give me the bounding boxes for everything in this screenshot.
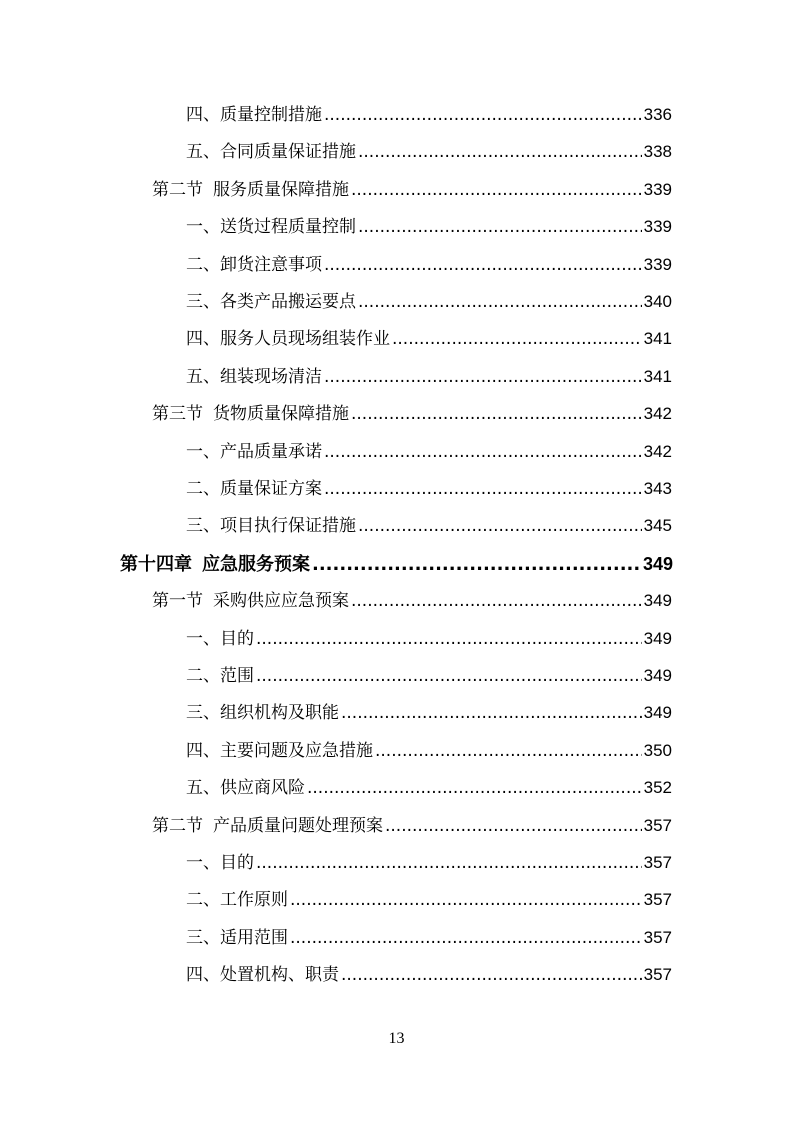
toc-entry-label <box>152 399 349 429</box>
toc-entry-page: 340 <box>643 292 672 311</box>
toc-entry-number: 一、 <box>186 441 220 462</box>
toc-leader-dots <box>392 324 642 354</box>
toc-leader-dots <box>341 960 642 990</box>
toc-entry-title: 目的 <box>220 628 254 649</box>
toc-entry-number: 一、 <box>186 217 220 238</box>
toc-entry-title: 送货过程质量控制 <box>220 217 356 238</box>
toc-entry-page: 343 <box>643 479 672 498</box>
toc-entry-page: 342 <box>643 441 672 461</box>
toc-entry[interactable] <box>186 437 672 467</box>
toc-entry-title: 卸货注意事项 <box>220 254 322 275</box>
toc-leader-dots <box>351 399 642 429</box>
toc-entry-label <box>186 698 339 728</box>
toc-entry-page: 339 <box>643 254 672 274</box>
toc-leader-dots <box>312 550 641 580</box>
toc-entry-title: 处置机构、职责 <box>220 965 339 986</box>
toc-entry-title: 质量控制措施 <box>220 105 322 125</box>
toc-leader-dots <box>341 698 642 728</box>
page-number: 13 <box>388 1030 405 1047</box>
toc-leader-dots <box>358 511 642 541</box>
toc-entry-page: 349 <box>643 703 672 723</box>
toc-leader-dots <box>324 100 642 130</box>
toc-entry-page: 349 <box>643 628 672 648</box>
toc-leader-dots <box>256 848 642 878</box>
toc-entry-number: 三、 <box>186 516 220 537</box>
toc-entry-label <box>186 923 288 953</box>
toc-entry[interactable] <box>186 923 672 953</box>
toc-leader-dots <box>358 212 642 242</box>
toc-entry-label <box>152 586 349 616</box>
toc-entry-number: 四、 <box>186 965 220 986</box>
toc-entry-label <box>186 287 356 317</box>
toc-entry-title: 服务人员现场组装作业 <box>220 329 390 350</box>
toc-leader-dots <box>290 923 642 953</box>
toc-leader-dots <box>385 811 642 841</box>
toc-entry-number: 一、 <box>186 628 220 649</box>
toc-entry-title: 应急服务预案 <box>202 553 310 575</box>
toc-entry-label <box>186 137 356 167</box>
toc-entry[interactable] <box>186 212 672 242</box>
toc-leader-dots <box>351 175 642 205</box>
toc-entry-label <box>152 811 383 841</box>
toc-entry-number: 四、 <box>186 740 220 761</box>
toc-entry[interactable] <box>186 698 672 728</box>
toc-leader-dots <box>358 137 642 167</box>
toc-leader-dots <box>324 474 642 504</box>
toc-entry-page: 349 <box>642 553 673 574</box>
toc-leader-dots <box>324 437 642 467</box>
toc-entry-title: 主要问题及应急措施 <box>220 740 373 761</box>
toc-entry[interactable] <box>186 960 672 990</box>
toc-entry-label <box>186 773 305 803</box>
toc-entry-number: 五、 <box>186 142 220 163</box>
toc-entry-title: 项目执行保证措施 <box>220 516 356 537</box>
toc-entry-page: 357 <box>643 815 672 835</box>
toc-entry[interactable] <box>186 287 672 317</box>
toc-entry-number: 四、 <box>186 329 220 350</box>
toc-leader-dots <box>351 586 642 616</box>
toc-entry-number: 一、 <box>186 853 220 873</box>
toc-entry-label <box>186 960 339 990</box>
toc-entry-title: 工作原则 <box>220 890 288 911</box>
toc-entry[interactable] <box>186 848 672 878</box>
toc-entry-number: 第十四章 <box>120 553 192 575</box>
toc-entry-number: 五、 <box>186 778 220 799</box>
toc-entry-page: 352 <box>643 778 672 798</box>
toc-entry[interactable] <box>186 885 672 915</box>
toc-entry-page: 357 <box>643 890 672 910</box>
toc-entry-label <box>186 661 254 691</box>
toc-entry-page: 349 <box>643 666 672 685</box>
toc-entry-number: 四、 <box>186 105 220 125</box>
toc-leader-dots <box>375 736 642 766</box>
toc-entry-page: 341 <box>643 366 672 386</box>
toc-entry-page: 349 <box>643 591 672 611</box>
toc-entry-number: 二、 <box>186 479 220 499</box>
toc-entry[interactable] <box>186 362 672 392</box>
toc-entry[interactable] <box>186 324 672 354</box>
toc-entry[interactable] <box>186 736 672 766</box>
toc-entry-title: 产品质量承诺 <box>220 441 322 462</box>
toc-entry-title: 质量保证方案 <box>220 479 322 499</box>
toc-entry-number: 三、 <box>186 292 220 312</box>
toc-entry[interactable] <box>152 399 672 429</box>
toc-entry-page: 357 <box>643 853 672 872</box>
toc-entry[interactable] <box>186 511 672 541</box>
toc-entry[interactable] <box>186 661 672 691</box>
toc-entry-page: 357 <box>643 927 672 947</box>
toc-leader-dots <box>307 773 642 803</box>
toc-leader-dots <box>324 250 642 280</box>
toc-entry-number: 五、 <box>186 366 220 387</box>
toc-entry-label <box>186 100 322 130</box>
toc-entry-number: 第二节 <box>152 815 203 836</box>
toc-entry-label <box>186 624 254 654</box>
toc-leader-dots <box>256 661 642 691</box>
toc-entry[interactable] <box>186 773 672 803</box>
toc-entry-title: 组织机构及职能 <box>220 703 339 724</box>
toc-leader-dots <box>290 885 642 915</box>
toc-entry-title: 产品质量问题处理预案 <box>213 815 383 836</box>
toc-entry-number: 第三节 <box>152 404 203 425</box>
toc-entry[interactable] <box>152 175 672 205</box>
toc-entry[interactable] <box>186 624 672 654</box>
toc-entry-title: 范围 <box>220 666 254 686</box>
toc-entry-title: 各类产品搬运要点 <box>220 292 356 312</box>
toc-entry[interactable] <box>120 549 673 579</box>
toc-leader-dots <box>358 287 642 317</box>
toc-leader-dots <box>324 362 642 392</box>
toc-entry-number: 二、 <box>186 890 220 911</box>
toc-entry-page: 336 <box>643 105 672 124</box>
toc-entry-title: 适用范围 <box>220 927 288 948</box>
toc-entry[interactable] <box>186 137 672 167</box>
toc-entry-page: 341 <box>643 329 672 349</box>
toc-entry-page: 350 <box>643 740 672 760</box>
toc-entry-label <box>186 324 390 354</box>
toc-entry-label <box>186 474 322 504</box>
toc-entry-number: 第二节 <box>152 179 203 200</box>
toc-entry-page: 357 <box>643 965 672 985</box>
toc-entry-label <box>152 175 349 205</box>
toc-entry-label <box>186 736 373 766</box>
toc-entry-page: 338 <box>643 142 672 162</box>
toc-entry[interactable] <box>186 250 672 280</box>
toc-entry[interactable] <box>186 100 672 130</box>
toc-entry[interactable] <box>186 474 672 504</box>
toc-entry[interactable] <box>152 586 672 616</box>
toc-entry-title: 供应商风险 <box>220 778 305 799</box>
toc-entry-label <box>186 885 288 915</box>
toc-entry-number: 二、 <box>186 254 220 275</box>
toc-entry-label <box>186 848 254 878</box>
toc-entry-title: 货物质量保障措施 <box>213 404 349 425</box>
toc-entry-label <box>186 250 322 280</box>
toc-entry-label <box>120 550 310 580</box>
toc-entry-label <box>186 511 356 541</box>
toc-entry-title: 采购供应应急预案 <box>213 591 349 612</box>
toc-entry-number: 第一节 <box>152 591 203 612</box>
toc-entry-title: 组装现场清洁 <box>220 366 322 387</box>
toc-entry-title: 目的 <box>220 853 254 873</box>
toc-entry-title: 服务质量保障措施 <box>213 179 349 200</box>
toc-entry-title: 合同质量保证措施 <box>220 142 356 163</box>
toc-entry-label <box>186 437 322 467</box>
toc-entry-page: 339 <box>643 179 672 199</box>
toc-entry-label <box>186 362 322 392</box>
toc-entry-page: 342 <box>643 404 672 424</box>
toc-entry[interactable] <box>152 811 672 841</box>
toc-leader-dots <box>256 624 642 654</box>
toc-entry-page: 345 <box>643 516 672 536</box>
toc-entry-page: 339 <box>643 217 672 237</box>
toc-entry-number: 三、 <box>186 927 220 948</box>
toc-entry-number: 二、 <box>186 666 220 686</box>
toc-entry-number: 三、 <box>186 703 220 724</box>
toc-entry-label <box>186 212 356 242</box>
